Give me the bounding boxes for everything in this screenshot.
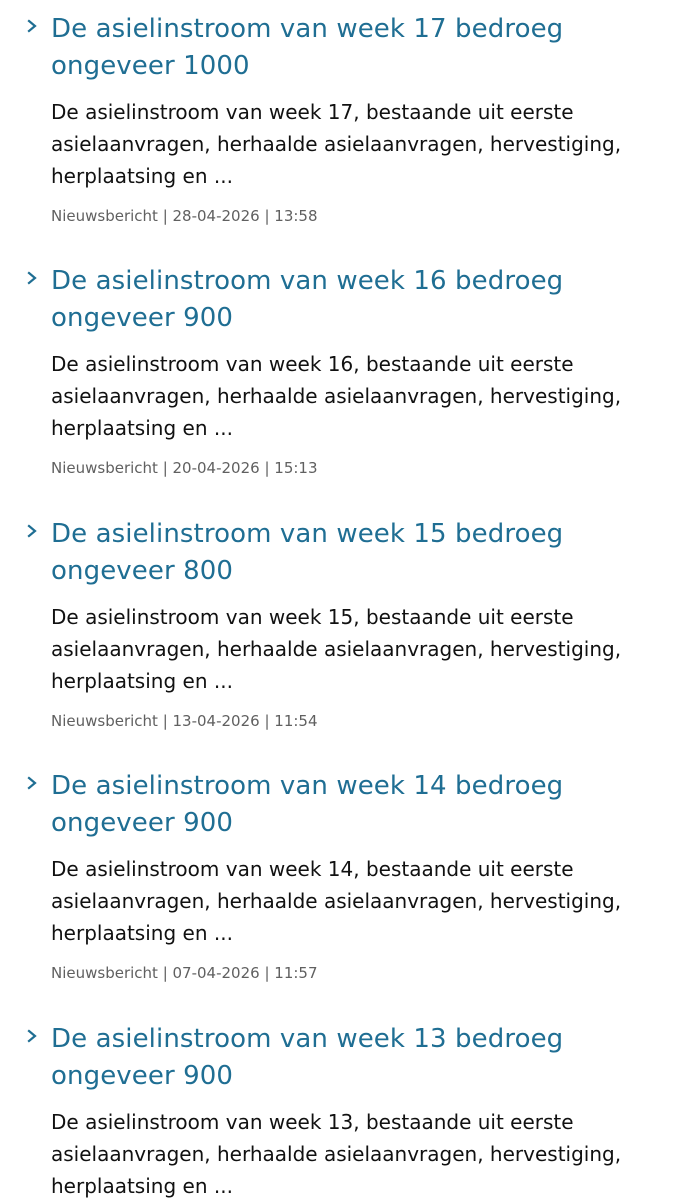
news-summary-line: herplaatsing en ...: [51, 416, 233, 440]
chevron-right-icon: [25, 776, 39, 790]
news-summary-line: herplaatsing en ...: [51, 669, 233, 693]
news-item: [0, 505, 676, 757]
news-summary-line: De asielinstroom van week 14, bestaande uit eerste: [51, 857, 574, 881]
news-title-link[interactable]: De asielinstroom van week 16 bedroeg ongeveer 900: [51, 266, 564, 333]
news-summary-line: De asielinstroom van week 15, bestaande uit eerste: [51, 605, 574, 629]
news-summary-line: De asielinstroom van week 16, bestaande uit eerste: [51, 352, 574, 376]
news-summary: [51, 348, 651, 444]
news-item: [0, 252, 676, 504]
news-item: [0, 1010, 676, 1199]
chevron-right-icon: [25, 1029, 39, 1043]
news-item: [0, 0, 676, 252]
news-summary-line: De asielinstroom van week 13, bestaande uit eerste: [51, 1110, 574, 1134]
news-summary: [51, 853, 651, 949]
news-meta: Nieuwsbericht | 13-04-2026 | 11:54: [51, 712, 318, 730]
news-meta: Nieuwsbericht | 28-04-2026 | 13:58: [51, 207, 318, 225]
news-summary-line: De asielinstroom van week 17, bestaande uit eerste: [51, 100, 574, 124]
chevron-right-icon: [25, 19, 39, 33]
news-summary: [51, 1106, 651, 1202]
news-title-link[interactable]: De asielinstroom van week 15 bedroeg ongeveer 800: [51, 519, 564, 586]
news-meta: Nieuwsbericht | 20-04-2026 | 15:13: [51, 459, 318, 477]
news-summary-line: asielaanvragen, herhaalde asielaanvragen, hervestiging,: [51, 889, 622, 913]
news-item: [0, 757, 676, 1009]
news-title-link[interactable]: De asielinstroom van week 14 bedroeg ongeveer 900: [51, 771, 564, 838]
news-summary-line: asielaanvragen, herhaalde asielaanvragen, hervestiging,: [51, 384, 622, 408]
news-meta: Nieuwsbericht | 07-04-2026 | 11:57: [51, 964, 318, 982]
news-title-link[interactable]: De asielinstroom van week 13 bedroeg ongeveer 900: [51, 1024, 564, 1091]
news-summary-line: asielaanvragen, herhaalde asielaanvragen, hervestiging,: [51, 1142, 622, 1166]
news-summary-line: asielaanvragen, herhaalde asielaanvragen, hervestiging,: [51, 637, 622, 661]
chevron-right-icon: [25, 271, 39, 285]
news-summary: [51, 96, 651, 192]
news-title-link[interactable]: De asielinstroom van week 17 bedroeg ongeveer 1000: [51, 14, 564, 81]
news-summary-line: herplaatsing en ...: [51, 1174, 233, 1198]
news-summary-line: herplaatsing en ...: [51, 921, 233, 945]
news-summary: [51, 601, 651, 697]
news-summary-line: asielaanvragen, herhaalde asielaanvragen, hervestiging,: [51, 132, 622, 156]
news-summary-line: herplaatsing en ...: [51, 164, 233, 188]
chevron-right-icon: [25, 524, 39, 538]
